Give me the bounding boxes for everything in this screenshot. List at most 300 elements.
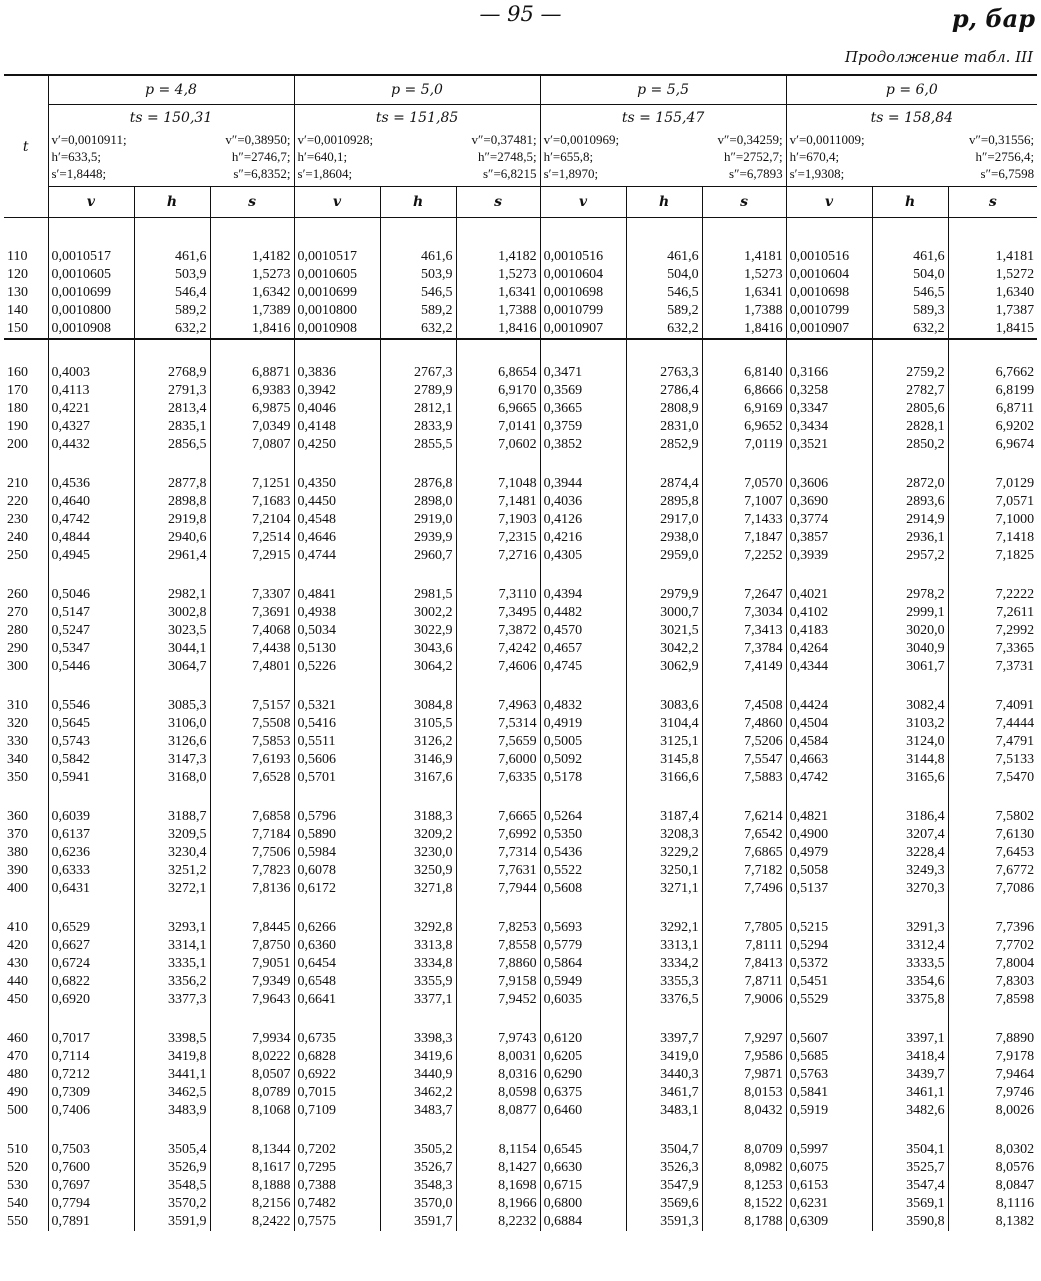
enthalpy-cell: 3188,7	[134, 808, 210, 826]
specific-volume-cell: 0,4250	[294, 436, 380, 454]
temperature-cell: 120	[7, 267, 28, 282]
entropy-cell: 8,1788	[702, 1213, 786, 1231]
entropy-cell: 7,9464	[948, 1066, 1037, 1084]
enthalpy-cell: 3021,5	[626, 622, 702, 640]
entropy-cell: 7,2647	[702, 586, 786, 604]
enthalpy-cell: 2789,9	[380, 382, 456, 400]
column-header-v: v	[48, 187, 134, 218]
entropy-cell: 1,8416	[456, 320, 540, 339]
enthalpy-cell: 2828,1	[872, 418, 948, 436]
enthalpy-cell: 3293,1	[134, 919, 210, 937]
enthalpy-cell: 504,0	[872, 266, 948, 284]
entropy-cell: 7,9743	[456, 1030, 540, 1048]
enthalpy-cell: 3314,1	[134, 937, 210, 955]
entropy-cell: 7,5314	[456, 715, 540, 733]
entropy-cell: 6,8871	[210, 364, 294, 382]
specific-volume-cell: 0,0010605	[48, 266, 134, 284]
entropy-cell: 7,8750	[210, 937, 294, 955]
enthalpy-cell: 2759,2	[872, 364, 948, 382]
table-row	[4, 808, 1037, 826]
specific-volume-cell: 0,6431	[48, 880, 134, 898]
specific-volume-cell: 0,5984	[294, 844, 380, 862]
enthalpy-cell: 3526,7	[380, 1159, 456, 1177]
enthalpy-cell: 3419,8	[134, 1048, 210, 1066]
enthalpy-cell: 3570,2	[134, 1195, 210, 1213]
steam-table	[4, 74, 1037, 1231]
specific-volume-cell: 0,4745	[540, 658, 626, 676]
entropy-cell: 7,4963	[456, 697, 540, 715]
enthalpy-cell: 3147,3	[134, 751, 210, 769]
enthalpy-cell: 3397,7	[626, 1030, 702, 1048]
temperature-cell: 220	[7, 494, 28, 509]
table-pressure-unit: p, бар	[951, 4, 1035, 33]
entropy-cell: 7,5133	[948, 751, 1037, 769]
entropy-cell: 7,9051	[210, 955, 294, 973]
specific-volume-cell: 0,6075	[786, 1159, 872, 1177]
saturation-properties	[48, 131, 294, 187]
table-row	[4, 586, 1037, 604]
enthalpy-cell: 3250,9	[380, 862, 456, 880]
entropy-cell: 7,8111	[702, 937, 786, 955]
entropy-cell: 7,7823	[210, 862, 294, 880]
table-row	[4, 382, 1037, 400]
enthalpy-cell: 3462,2	[380, 1084, 456, 1102]
specific-volume-cell: 0,4640	[48, 493, 134, 511]
entropy-cell: 7,8413	[702, 955, 786, 973]
enthalpy-cell: 2856,5	[134, 436, 210, 454]
table-row	[4, 1066, 1037, 1084]
table-row	[4, 418, 1037, 436]
specific-volume-cell: 0,0010907	[786, 320, 872, 339]
table-row	[4, 1177, 1037, 1195]
specific-volume-cell: 0,5178	[540, 769, 626, 787]
entropy-cell: 7,5802	[948, 808, 1037, 826]
specific-volume-cell: 0,4216	[540, 529, 626, 547]
specific-volume-cell: 0,5436	[540, 844, 626, 862]
specific-volume-cell: 0,5416	[294, 715, 380, 733]
entropy-cell: 7,2915	[210, 547, 294, 565]
specific-volume-cell: 0,6715	[540, 1177, 626, 1195]
enthalpy-cell: 3483,9	[134, 1102, 210, 1120]
entropy-cell: 7,2992	[948, 622, 1037, 640]
enthalpy-cell: 589,2	[134, 302, 210, 320]
entropy-cell: 7,9586	[702, 1048, 786, 1066]
specific-volume-cell: 0,4570	[540, 622, 626, 640]
entropy-cell: 7,7182	[702, 862, 786, 880]
specific-volume-cell: 0,4548	[294, 511, 380, 529]
entropy-cell: 6,9169	[702, 400, 786, 418]
saturation-value: s′=1,9308;	[789, 166, 845, 181]
saturation-value: v″=0,34259;	[717, 132, 783, 147]
enthalpy-cell: 3525,7	[872, 1159, 948, 1177]
specific-volume-cell: 0,5446	[48, 658, 134, 676]
specific-volume-cell: 0,3836	[294, 364, 380, 382]
temperature-cell: 470	[7, 1049, 28, 1064]
specific-volume-cell: 0,6120	[540, 1030, 626, 1048]
temperature-cell: 170	[7, 383, 28, 398]
pressure-header: p = 6,0	[786, 75, 1037, 105]
saturation-value: s″=6,7598	[980, 166, 1035, 181]
specific-volume-cell: 0,7794	[48, 1195, 134, 1213]
entropy-cell: 7,1683	[210, 493, 294, 511]
entropy-cell: 1,8416	[702, 320, 786, 339]
entropy-cell: 1,8416	[210, 320, 294, 339]
specific-volume-cell: 0,5034	[294, 622, 380, 640]
temperature-cell: 160	[7, 365, 28, 380]
saturation-value: h″=2748,5;	[477, 149, 537, 164]
table-row	[4, 529, 1037, 547]
enthalpy-cell: 3064,2	[380, 658, 456, 676]
entropy-cell: 6,8654	[456, 364, 540, 382]
temperature-cell: 390	[7, 863, 28, 878]
enthalpy-cell: 3547,4	[872, 1177, 948, 1195]
enthalpy-cell: 2877,8	[134, 475, 210, 493]
entropy-cell: 8,1617	[210, 1159, 294, 1177]
entropy-cell: 1,6342	[210, 284, 294, 302]
temperature-cell: 330	[7, 734, 28, 749]
table-row	[4, 1213, 1037, 1231]
column-header-h: h	[626, 187, 702, 218]
entropy-cell: 6,9652	[702, 418, 786, 436]
entropy-cell: 7,8136	[210, 880, 294, 898]
enthalpy-cell: 2959,0	[626, 547, 702, 565]
enthalpy-cell: 546,4	[134, 284, 210, 302]
entropy-cell: 7,4438	[210, 640, 294, 658]
saturation-value: v″=0,38950;	[225, 132, 291, 147]
enthalpy-cell: 3356,2	[134, 973, 210, 991]
entropy-cell: 8,1522	[702, 1195, 786, 1213]
specific-volume-cell: 0,6735	[294, 1030, 380, 1048]
specific-volume-cell: 0,6290	[540, 1066, 626, 1084]
table-row	[4, 880, 1037, 898]
specific-volume-cell: 0,6035	[540, 991, 626, 1009]
entropy-cell: 7,7702	[948, 937, 1037, 955]
enthalpy-cell: 2833,9	[380, 418, 456, 436]
entropy-cell: 7,4149	[702, 658, 786, 676]
specific-volume-cell: 0,5546	[48, 697, 134, 715]
enthalpy-cell: 3023,5	[134, 622, 210, 640]
specific-volume-cell: 0,5294	[786, 937, 872, 955]
entropy-cell: 7,6335	[456, 769, 540, 787]
entropy-cell: 7,3110	[456, 586, 540, 604]
specific-volume-cell: 0,6460	[540, 1102, 626, 1120]
entropy-cell: 7,7184	[210, 826, 294, 844]
entropy-cell: 8,1382	[948, 1213, 1037, 1231]
entropy-cell: 7,6542	[702, 826, 786, 844]
specific-volume-cell: 0,4657	[540, 640, 626, 658]
enthalpy-cell: 2876,8	[380, 475, 456, 493]
saturation-value: h′=640,1;	[297, 149, 348, 164]
enthalpy-cell: 3483,1	[626, 1102, 702, 1120]
specific-volume-cell: 0,6236	[48, 844, 134, 862]
enthalpy-cell: 3526,3	[626, 1159, 702, 1177]
enthalpy-cell: 3548,5	[134, 1177, 210, 1195]
specific-volume-cell: 0,7388	[294, 1177, 380, 1195]
specific-volume-cell: 0,0010699	[48, 284, 134, 302]
saturation-value: v′=0,0010969;	[543, 132, 620, 147]
specific-volume-cell: 0,0010516	[540, 248, 626, 266]
specific-volume-cell: 0,4221	[48, 400, 134, 418]
temperature-cell: 450	[7, 992, 28, 1007]
entropy-cell: 8,2156	[210, 1195, 294, 1213]
table-row	[4, 622, 1037, 640]
enthalpy-cell: 2979,9	[626, 586, 702, 604]
page-number: — 95 —	[479, 2, 562, 26]
saturation-value: s′=1,8970;	[543, 166, 599, 181]
temperature-cell: 480	[7, 1067, 28, 1082]
enthalpy-cell: 589,2	[626, 302, 702, 320]
specific-volume-cell: 0,6375	[540, 1084, 626, 1102]
specific-volume-cell: 0,4919	[540, 715, 626, 733]
specific-volume-cell: 0,3942	[294, 382, 380, 400]
enthalpy-cell: 2767,3	[380, 364, 456, 382]
temperature-cell: 320	[7, 716, 28, 731]
entropy-cell: 7,5470	[948, 769, 1037, 787]
specific-volume-cell: 0,0010517	[294, 248, 380, 266]
saturation-temperature: ts = 155,47	[540, 105, 786, 132]
table-row	[4, 604, 1037, 622]
entropy-cell: 7,8711	[702, 973, 786, 991]
entropy-cell: 7,4508	[702, 697, 786, 715]
enthalpy-cell: 3376,5	[626, 991, 702, 1009]
entropy-cell: 1,4182	[456, 248, 540, 266]
specific-volume-cell: 0,4663	[786, 751, 872, 769]
specific-volume-cell: 0,5796	[294, 808, 380, 826]
saturation-value: h′=633,5;	[51, 149, 102, 164]
entropy-cell: 8,1698	[456, 1177, 540, 1195]
enthalpy-cell: 3591,3	[626, 1213, 702, 1231]
table-row	[4, 973, 1037, 991]
entropy-cell: 7,9178	[948, 1048, 1037, 1066]
specific-volume-cell: 0,5919	[786, 1102, 872, 1120]
enthalpy-cell: 503,9	[134, 266, 210, 284]
enthalpy-cell: 3208,3	[626, 826, 702, 844]
specific-volume-cell: 0,5997	[786, 1141, 872, 1159]
saturation-properties	[540, 131, 786, 187]
specific-volume-cell: 0,3939	[786, 547, 872, 565]
specific-volume-cell: 0,3569	[540, 382, 626, 400]
entropy-cell: 1,4182	[210, 248, 294, 266]
enthalpy-cell: 2768,9	[134, 364, 210, 382]
specific-volume-cell: 0,4046	[294, 400, 380, 418]
table-row	[4, 937, 1037, 955]
specific-volume-cell: 0,6333	[48, 862, 134, 880]
enthalpy-cell: 3126,2	[380, 733, 456, 751]
specific-volume-cell: 0,0010517	[48, 248, 134, 266]
entropy-cell: 7,7944	[456, 880, 540, 898]
enthalpy-cell: 3505,2	[380, 1141, 456, 1159]
specific-volume-cell: 0,4003	[48, 364, 134, 382]
enthalpy-cell: 2855,5	[380, 436, 456, 454]
enthalpy-cell: 3103,2	[872, 715, 948, 733]
table-row	[4, 248, 1037, 266]
specific-volume-cell: 0,4036	[540, 493, 626, 511]
enthalpy-cell: 3044,1	[134, 640, 210, 658]
specific-volume-cell: 0,6309	[786, 1213, 872, 1231]
entropy-cell: 7,7506	[210, 844, 294, 862]
saturation-value: v″=0,37481;	[471, 132, 537, 147]
enthalpy-cell: 3084,8	[380, 697, 456, 715]
entropy-cell: 7,7086	[948, 880, 1037, 898]
enthalpy-cell: 3291,3	[872, 919, 948, 937]
entropy-cell: 8,0598	[456, 1084, 540, 1102]
column-header-h: h	[380, 187, 456, 218]
temperature-cell: 460	[7, 1031, 28, 1046]
saturation-value: h′=655,8;	[543, 149, 594, 164]
table-row	[4, 302, 1037, 320]
specific-volume-cell: 0,4305	[540, 547, 626, 565]
entropy-cell: 6,9383	[210, 382, 294, 400]
enthalpy-cell: 3398,3	[380, 1030, 456, 1048]
enthalpy-cell: 2917,0	[626, 511, 702, 529]
enthalpy-cell: 2936,1	[872, 529, 948, 547]
enthalpy-cell: 3333,5	[872, 955, 948, 973]
specific-volume-cell: 0,0010908	[48, 320, 134, 339]
enthalpy-cell: 3271,1	[626, 880, 702, 898]
specific-volume-cell: 0,5842	[48, 751, 134, 769]
enthalpy-cell: 3145,8	[626, 751, 702, 769]
enthalpy-cell: 3441,1	[134, 1066, 210, 1084]
specific-volume-cell: 0,6266	[294, 919, 380, 937]
enthalpy-cell: 2835,1	[134, 418, 210, 436]
entropy-cell: 8,0153	[702, 1084, 786, 1102]
enthalpy-cell: 3419,6	[380, 1048, 456, 1066]
temperature-cell: 270	[7, 605, 28, 620]
specific-volume-cell: 0,3606	[786, 475, 872, 493]
entropy-cell: 7,6865	[702, 844, 786, 862]
entropy-cell: 7,4242	[456, 640, 540, 658]
entropy-cell: 7,6772	[948, 862, 1037, 880]
temperature-cell: 530	[7, 1178, 28, 1193]
entropy-cell: 7,8860	[456, 955, 540, 973]
entropy-cell: 7,3784	[702, 640, 786, 658]
column-header-h: h	[134, 187, 210, 218]
entropy-cell: 7,0571	[948, 493, 1037, 511]
entropy-cell: 7,5547	[702, 751, 786, 769]
temperature-cell: 250	[7, 548, 28, 563]
enthalpy-cell: 3250,1	[626, 862, 702, 880]
entropy-cell: 8,0302	[948, 1141, 1037, 1159]
temperature-cell: 240	[7, 530, 28, 545]
column-header-s: s	[456, 187, 540, 218]
entropy-cell: 7,9871	[702, 1066, 786, 1084]
enthalpy-cell: 2939,9	[380, 529, 456, 547]
temperature-cell: 550	[7, 1214, 28, 1229]
specific-volume-cell: 0,3521	[786, 436, 872, 454]
entropy-cell: 6,7662	[948, 364, 1037, 382]
enthalpy-cell: 2940,6	[134, 529, 210, 547]
enthalpy-cell: 3165,6	[872, 769, 948, 787]
column-header-h: h	[872, 187, 948, 218]
pressure-header: p = 5,0	[294, 75, 540, 105]
entropy-cell: 7,4606	[456, 658, 540, 676]
enthalpy-cell: 3186,4	[872, 808, 948, 826]
temperature-cell: 280	[7, 623, 28, 638]
entropy-cell: 8,0031	[456, 1048, 540, 1066]
temperature-cell: 410	[7, 920, 28, 935]
entropy-cell: 7,1847	[702, 529, 786, 547]
specific-volume-cell: 0,3774	[786, 511, 872, 529]
entropy-cell: 7,7805	[702, 919, 786, 937]
temperature-cell: 260	[7, 587, 28, 602]
enthalpy-cell: 3569,1	[872, 1195, 948, 1213]
entropy-cell: 7,2222	[948, 586, 1037, 604]
temperature-cell: 540	[7, 1196, 28, 1211]
enthalpy-cell: 3228,4	[872, 844, 948, 862]
entropy-cell: 7,5206	[702, 733, 786, 751]
specific-volume-cell: 0,5522	[540, 862, 626, 880]
enthalpy-cell: 2812,1	[380, 400, 456, 418]
table-body	[4, 218, 1037, 1232]
enthalpy-cell: 3209,2	[380, 826, 456, 844]
enthalpy-cell: 3272,1	[134, 880, 210, 898]
saturation-value: h′=670,4;	[789, 149, 840, 164]
specific-volume-cell: 0,0010605	[294, 266, 380, 284]
specific-volume-cell: 0,4832	[540, 697, 626, 715]
enthalpy-cell: 3377,1	[380, 991, 456, 1009]
enthalpy-cell: 3526,9	[134, 1159, 210, 1177]
specific-volume-cell: 0,4102	[786, 604, 872, 622]
enthalpy-cell: 3439,7	[872, 1066, 948, 1084]
t-column-header: t	[4, 75, 48, 218]
specific-volume-cell: 0,3857	[786, 529, 872, 547]
entropy-cell: 7,5853	[210, 733, 294, 751]
enthalpy-cell: 3167,6	[380, 769, 456, 787]
specific-volume-cell: 0,5511	[294, 733, 380, 751]
entropy-cell: 7,6130	[948, 826, 1037, 844]
column-header-v: v	[294, 187, 380, 218]
enthalpy-cell: 3313,1	[626, 937, 702, 955]
entropy-cell: 7,8890	[948, 1030, 1037, 1048]
enthalpy-cell: 3062,9	[626, 658, 702, 676]
specific-volume-cell: 0,0010699	[294, 284, 380, 302]
entropy-cell: 6,9170	[456, 382, 540, 400]
entropy-cell: 7,1000	[948, 511, 1037, 529]
table-continuation-caption: Продолжение табл. III	[844, 48, 1033, 66]
specific-volume-cell: 0,7295	[294, 1159, 380, 1177]
entropy-cell: 7,6000	[456, 751, 540, 769]
specific-volume-cell: 0,6078	[294, 862, 380, 880]
specific-volume-cell: 0,0010698	[540, 284, 626, 302]
entropy-cell: 7,6665	[456, 808, 540, 826]
enthalpy-cell: 3146,9	[380, 751, 456, 769]
specific-volume-cell: 0,4742	[48, 511, 134, 529]
entropy-cell: 8,1427	[456, 1159, 540, 1177]
entropy-cell: 8,1966	[456, 1195, 540, 1213]
enthalpy-cell: 3505,4	[134, 1141, 210, 1159]
enthalpy-cell: 546,5	[626, 284, 702, 302]
enthalpy-cell: 3042,2	[626, 640, 702, 658]
pressure-header: p = 5,5	[540, 75, 786, 105]
specific-volume-cell: 0,0010800	[48, 302, 134, 320]
temperature-cell: 130	[7, 285, 28, 300]
specific-volume-cell: 0,5890	[294, 826, 380, 844]
column-header-s: s	[702, 187, 786, 218]
table-row	[4, 547, 1037, 565]
specific-volume-cell: 0,3690	[786, 493, 872, 511]
specific-volume-cell: 0,4394	[540, 586, 626, 604]
enthalpy-cell: 3591,7	[380, 1213, 456, 1231]
specific-volume-cell: 0,7114	[48, 1048, 134, 1066]
entropy-cell: 7,5508	[210, 715, 294, 733]
specific-volume-cell: 0,5941	[48, 769, 134, 787]
entropy-cell: 7,0129	[948, 475, 1037, 493]
enthalpy-cell: 3482,6	[872, 1102, 948, 1120]
temperature-cell: 110	[7, 249, 28, 264]
entropy-cell: 8,0576	[948, 1159, 1037, 1177]
enthalpy-cell: 2919,8	[134, 511, 210, 529]
entropy-cell: 1,5272	[948, 266, 1037, 284]
